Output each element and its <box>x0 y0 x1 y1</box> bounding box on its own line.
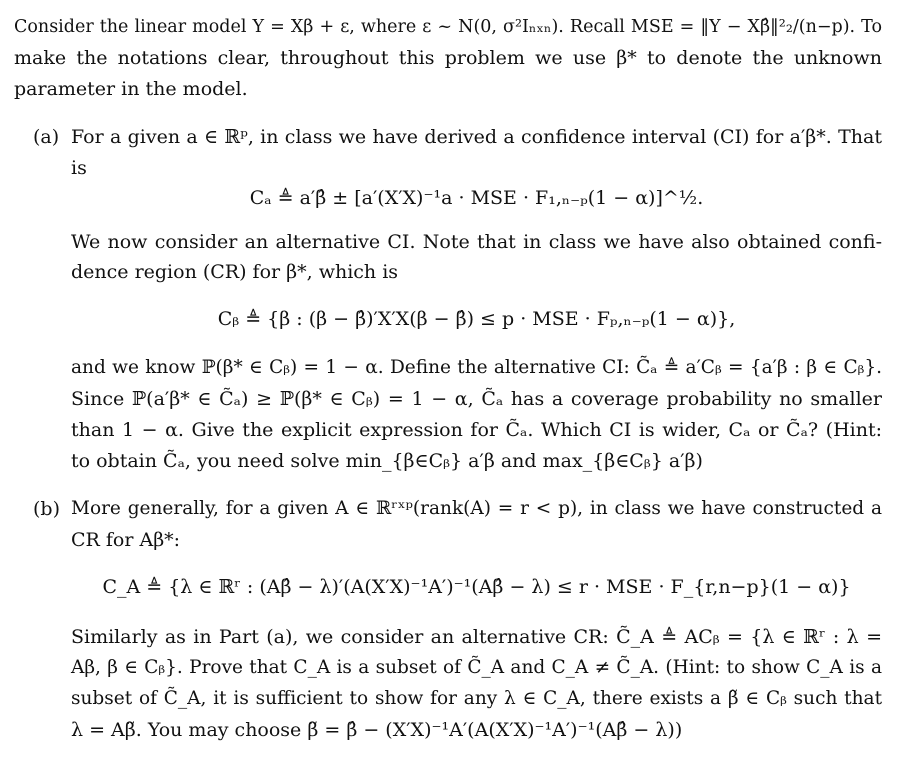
ca-formula: C_A ≜ {λ ∈ ℝʳ : (Aβ̂ − λ)′(A(X′X)⁻¹A′)⁻¹(Aβ̂ − λ) ≤ r · MSE · F_{r,n−p}(1 − α)} <box>102 576 851 598</box>
part-a-line-2: is <box>71 157 87 179</box>
part-a-line-4: dence region (CR) for β*, which is <box>71 261 399 283</box>
part-a-line-7: than 1 − α. Give the explicit expression for C̃ₐ. Which CI is wider, Cₐ or C̃ₐ? (Hint: <box>71 419 882 441</box>
part-a-label: (a) <box>33 126 60 148</box>
part-b-label: (b) <box>33 498 60 520</box>
part-b-line-5: subset of C̃_A, it is sufficient to show for any λ ∈ C_A, there exists a β̃ ∈ Cᵦ such that <box>71 688 882 709</box>
part-a-line-3: We now consider an alternative CI. Note that in class we have also obtained confi- <box>71 231 882 253</box>
part-a-line-5: and we know ℙ(β* ∈ Cᵦ) = 1 − α. Define the alternative CI: C̃ₐ ≜ a′Cᵦ = {a′β : β ∈ Cᵦ}. <box>71 357 882 378</box>
part-a-line-6: Since ℙ(a′β* ∈ C̃ₐ) ≥ ℙ(β* ∈ Cᵦ) = 1 − α, C̃ₐ has a coverage probability no smaller <box>71 388 882 410</box>
part-b-line-3: Similarly as in Part (a), we consider an alternative CR: C̃_A ≜ ACᵦ = {λ ∈ ℝʳ : λ = <box>71 626 882 648</box>
part-b-line-6: λ = Aβ̃. You may choose β̃ = β̂ − (X′X)⁻¹A′(A(X′X)⁻¹A′)⁻¹(Aβ̂ − λ)) <box>71 719 683 741</box>
part-b-line-4: Aβ, β ∈ Cᵦ}. Prove that C_A is a subset of C̃_A and C_A ≠ C̃_A. (Hint: to show C_A is a <box>71 657 882 678</box>
intro-line-1: Consider the linear model Y = Xβ + ε, where ε ~ N(0, σ²Iₙₓₙ). Recall MSE = ‖Y − Xβ̂‖²₂/(n−p). To <box>14 17 882 37</box>
part-b-line-1: More generally, for a given A ∈ ℝʳˣᵖ(rank(A) = r < p), in class we have constructed a <box>71 498 882 519</box>
part-b-line-2: CR for Aβ*: <box>71 529 181 551</box>
intro-line-3: parameter in the model. <box>14 78 248 100</box>
part-a-line-8: to obtain C̃ₐ, you need solve min_{β∈Cᵦ} a′β and max_{β∈Cᵦ} a′β) <box>71 450 703 472</box>
intro-line-2: make the notations clear, throughout this problem we use β* to denote the unknown <box>14 47 882 69</box>
ci-formula: Cₐ ≜ a′β̂ ± [a′(X′X)⁻¹a · MSE · F₁,ₙ₋ₚ(1 − α)]^½. <box>249 187 704 209</box>
part-a-line-1: For a given a ∈ ℝᵖ, in class we have derived a confidence interval (CI) for a′β*. That <box>71 126 882 148</box>
cr-formula: Cᵦ ≜ {β : (β − β̂)′X′X(β − β̂) ≤ p · MSE · Fₚ,ₙ₋ₚ(1 − α)}, <box>217 308 736 330</box>
